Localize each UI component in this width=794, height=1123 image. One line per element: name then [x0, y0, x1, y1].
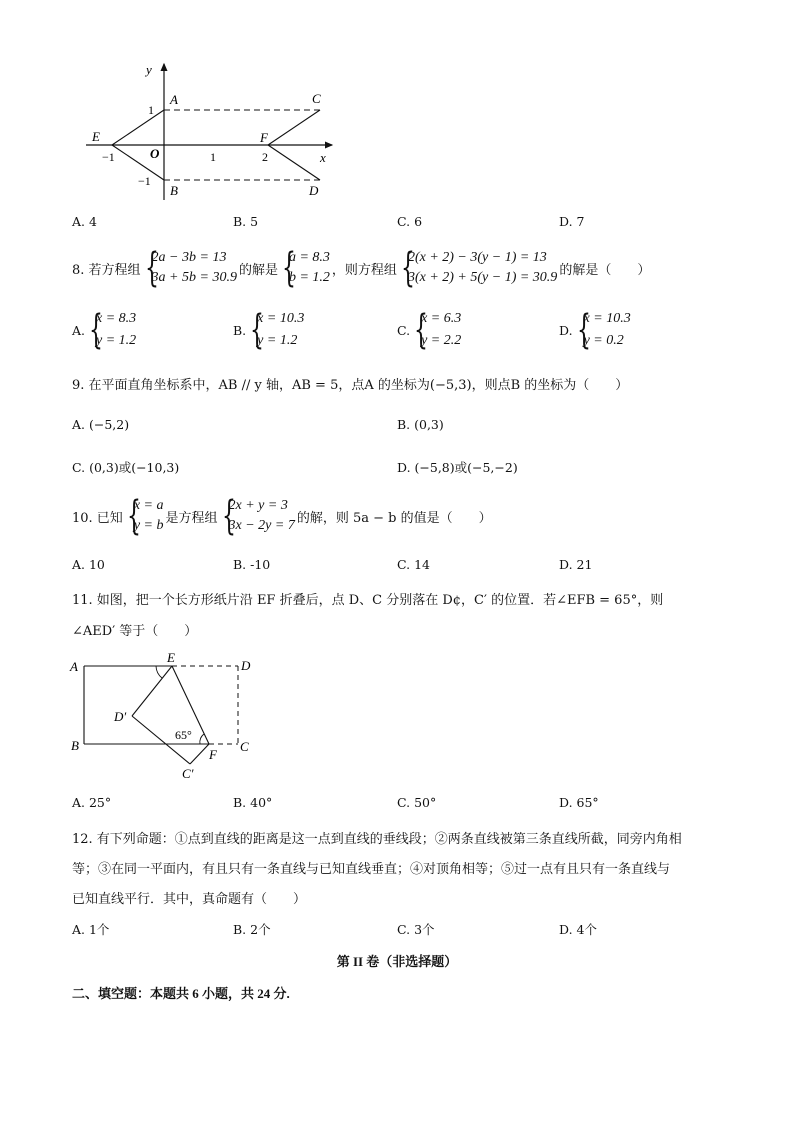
q8-c-row2: y = 2.2 — [421, 333, 462, 348]
section-title: 第 II 卷（非选择题） — [336, 954, 458, 969]
q8-option-c-letter: C. — [397, 322, 411, 338]
q7-option-a[interactable]: A. 4 — [72, 214, 97, 229]
q12-stem-line3: 已知直线平行．其中，真命题有（ ） — [72, 892, 307, 907]
tick-x-neg: −1 — [102, 150, 115, 164]
q8-option-b-letter: B. — [233, 322, 247, 338]
label-e: E — [167, 650, 175, 665]
q9-option-a[interactable]: A. (−5,2) — [72, 417, 130, 432]
q10-sys1-row1: x = a — [133, 498, 164, 513]
q10-option-d[interactable]: D. 21 — [559, 557, 593, 572]
segment-fd — [268, 145, 320, 180]
q8-a-row1: x = 8.3 — [96, 311, 137, 326]
q12-option-d[interactable]: D. 4个 — [559, 922, 597, 937]
q7-option-c[interactable]: C. 6 — [397, 214, 423, 229]
brace-icon: { — [221, 493, 236, 539]
brace-icon: { — [144, 245, 159, 291]
brace-icon: { — [250, 307, 265, 353]
q12-option-c[interactable]: C. 3个 — [397, 922, 435, 937]
tick-x-one: 1 — [210, 150, 216, 164]
label-a: A — [70, 659, 78, 674]
q10-option-c[interactable]: C. 14 — [397, 557, 430, 572]
q9-stem: 9. 在平面直角坐标系中，AB // y 轴，AB = 5，点A 的坐标为(−5,3)，则点B 的坐标为（ ） — [72, 378, 629, 393]
tick-x-two: 2 — [262, 150, 268, 164]
label-f: F — [260, 130, 268, 145]
q10-system-2 — [220, 494, 295, 538]
q12-option-a[interactable]: A. 1个 — [72, 922, 110, 937]
q11-option-c[interactable]: C. 50° — [397, 795, 437, 810]
q8-c-row1: x = 6.3 — [421, 311, 462, 326]
q11-stem-line2: ∠AED′ 等于（ ） — [72, 624, 198, 639]
q8-option-d[interactable] — [559, 308, 633, 352]
brace-icon: { — [126, 493, 141, 539]
label-c-prime: C′ — [182, 766, 194, 781]
q10-sys1-row2: y = b — [133, 518, 164, 533]
q12-stem-line2: 等；③在同一平面内，有且只有一条直线与已知直线垂直；④对顶角相等；⑤过一点有且只有一条直线与 — [72, 862, 671, 877]
label-d: D — [309, 183, 319, 198]
q12-stem-line1: 12. 有下列命题：①点到直线的距离是这一点到直线的垂线段；②两条直线被第三条直线所截，同旁内角相 — [72, 832, 682, 847]
q8-system-2 — [399, 246, 557, 290]
q8-sys2-row2: 3(x + 2) + 5(y − 1) = 30.9 — [407, 270, 558, 285]
arc-efb — [200, 734, 204, 744]
segment-ea — [112, 110, 164, 145]
label-b: B — [71, 738, 79, 753]
q8-option-a-letter: A. — [72, 322, 86, 338]
q8-option-c[interactable] — [397, 308, 463, 352]
coordinate-figure-q7 — [80, 58, 340, 208]
q8-suffix: 的解是（ ） — [559, 262, 651, 278]
brace-icon: { — [400, 245, 415, 291]
q8-a-row2: y = 1.2 — [96, 333, 137, 348]
q10-sys2-row2: 3x − 2y = 7 — [228, 518, 295, 533]
fold-figure-q11 — [66, 648, 276, 788]
label-angle-65: 65° — [175, 728, 192, 742]
label-o: O — [150, 146, 160, 161]
q9-option-c[interactable]: C. (0,3)或(−10,3) — [72, 460, 180, 475]
q11-option-a[interactable]: A. 25° — [72, 795, 112, 810]
brace-icon: { — [89, 307, 104, 353]
segment-fc — [268, 110, 320, 145]
q8-b-row2: y = 1.2 — [257, 333, 298, 348]
q8-sol1-row2: b = 1.2 — [288, 270, 330, 285]
q10-mid: 是方程组 — [165, 510, 218, 526]
edge-ed1 — [132, 666, 172, 716]
arc-aed1 — [156, 666, 162, 678]
q8-sys1-row1: 2a − 3b = 13 — [151, 250, 227, 265]
tick-y-neg: −1 — [138, 174, 151, 188]
q8-sys1-row2: 3a + 5b = 30.9 — [151, 270, 237, 285]
label-x: x — [320, 150, 326, 165]
label-d: D — [241, 658, 251, 673]
q10-suffix: 的解，则 5a − b 的值是（ ） — [296, 510, 492, 526]
tick-y-pos: 1 — [148, 103, 154, 117]
q8-sol1-row1: a = 8.3 — [288, 250, 330, 265]
label-c: C — [312, 91, 321, 106]
q10-option-b[interactable]: B. -10 — [233, 557, 271, 572]
q10-system-1 — [125, 494, 164, 538]
label-a: A — [170, 92, 178, 107]
q10-sys2-row1: 2x + y = 3 — [228, 498, 288, 513]
section-heading: 二、填空题：本题共 6 小题，共 24 分. — [72, 986, 290, 1001]
brace-icon: { — [281, 245, 296, 291]
q10-prefix: 10. 已知 — [72, 510, 123, 526]
q8-b-row1: x = 10.3 — [257, 311, 305, 326]
q8-option-d-letter: D. — [559, 322, 573, 338]
label-e: E — [92, 129, 100, 144]
q8-option-b[interactable] — [233, 308, 306, 352]
brace-icon: { — [414, 307, 429, 353]
q8-option-a[interactable] — [72, 308, 138, 352]
q7-option-d[interactable]: D. 7 — [559, 214, 585, 229]
label-b: B — [170, 183, 178, 198]
q11-stem-line1: 11. 如图，把一个长方形纸片沿 EF 折叠后，点 D、C 分别落在 D¢，C′ 的位置．若∠EFB = 65°，则 — [72, 593, 664, 608]
q8-sys2-row1: 2(x + 2) − 3(y − 1) = 13 — [407, 250, 547, 265]
q10-stem — [72, 494, 492, 538]
q8-d-row1: x = 10.3 — [583, 311, 631, 326]
label-d-prime: D′ — [114, 709, 127, 724]
q11-option-b[interactable]: B. 40° — [233, 795, 273, 810]
q10-option-a[interactable]: A. 10 — [72, 557, 105, 572]
q12-option-b[interactable]: B. 2个 — [233, 922, 271, 937]
brace-icon: { — [576, 307, 591, 353]
edge-c1f — [190, 744, 209, 764]
q11-option-d[interactable]: D. 65° — [559, 795, 599, 810]
q7-option-b[interactable]: B. 5 — [233, 214, 259, 229]
q8-system-1 — [143, 246, 237, 290]
q9-option-d[interactable]: D. (−5,8)或(−5,−2) — [397, 460, 518, 475]
q8-d-row2: y = 0.2 — [583, 333, 624, 348]
q8-solution-1 — [280, 246, 330, 290]
q8-stem — [72, 246, 650, 290]
q8-mid1: 的解是 — [238, 262, 278, 278]
label-y: y — [146, 62, 152, 77]
q8-mid2: ，则方程组 — [331, 262, 397, 278]
q8-prefix: 8. 若方程组 — [72, 262, 141, 278]
label-f: F — [209, 747, 217, 762]
q9-option-b[interactable]: B. (0,3) — [397, 417, 444, 432]
label-c: C — [240, 739, 249, 754]
